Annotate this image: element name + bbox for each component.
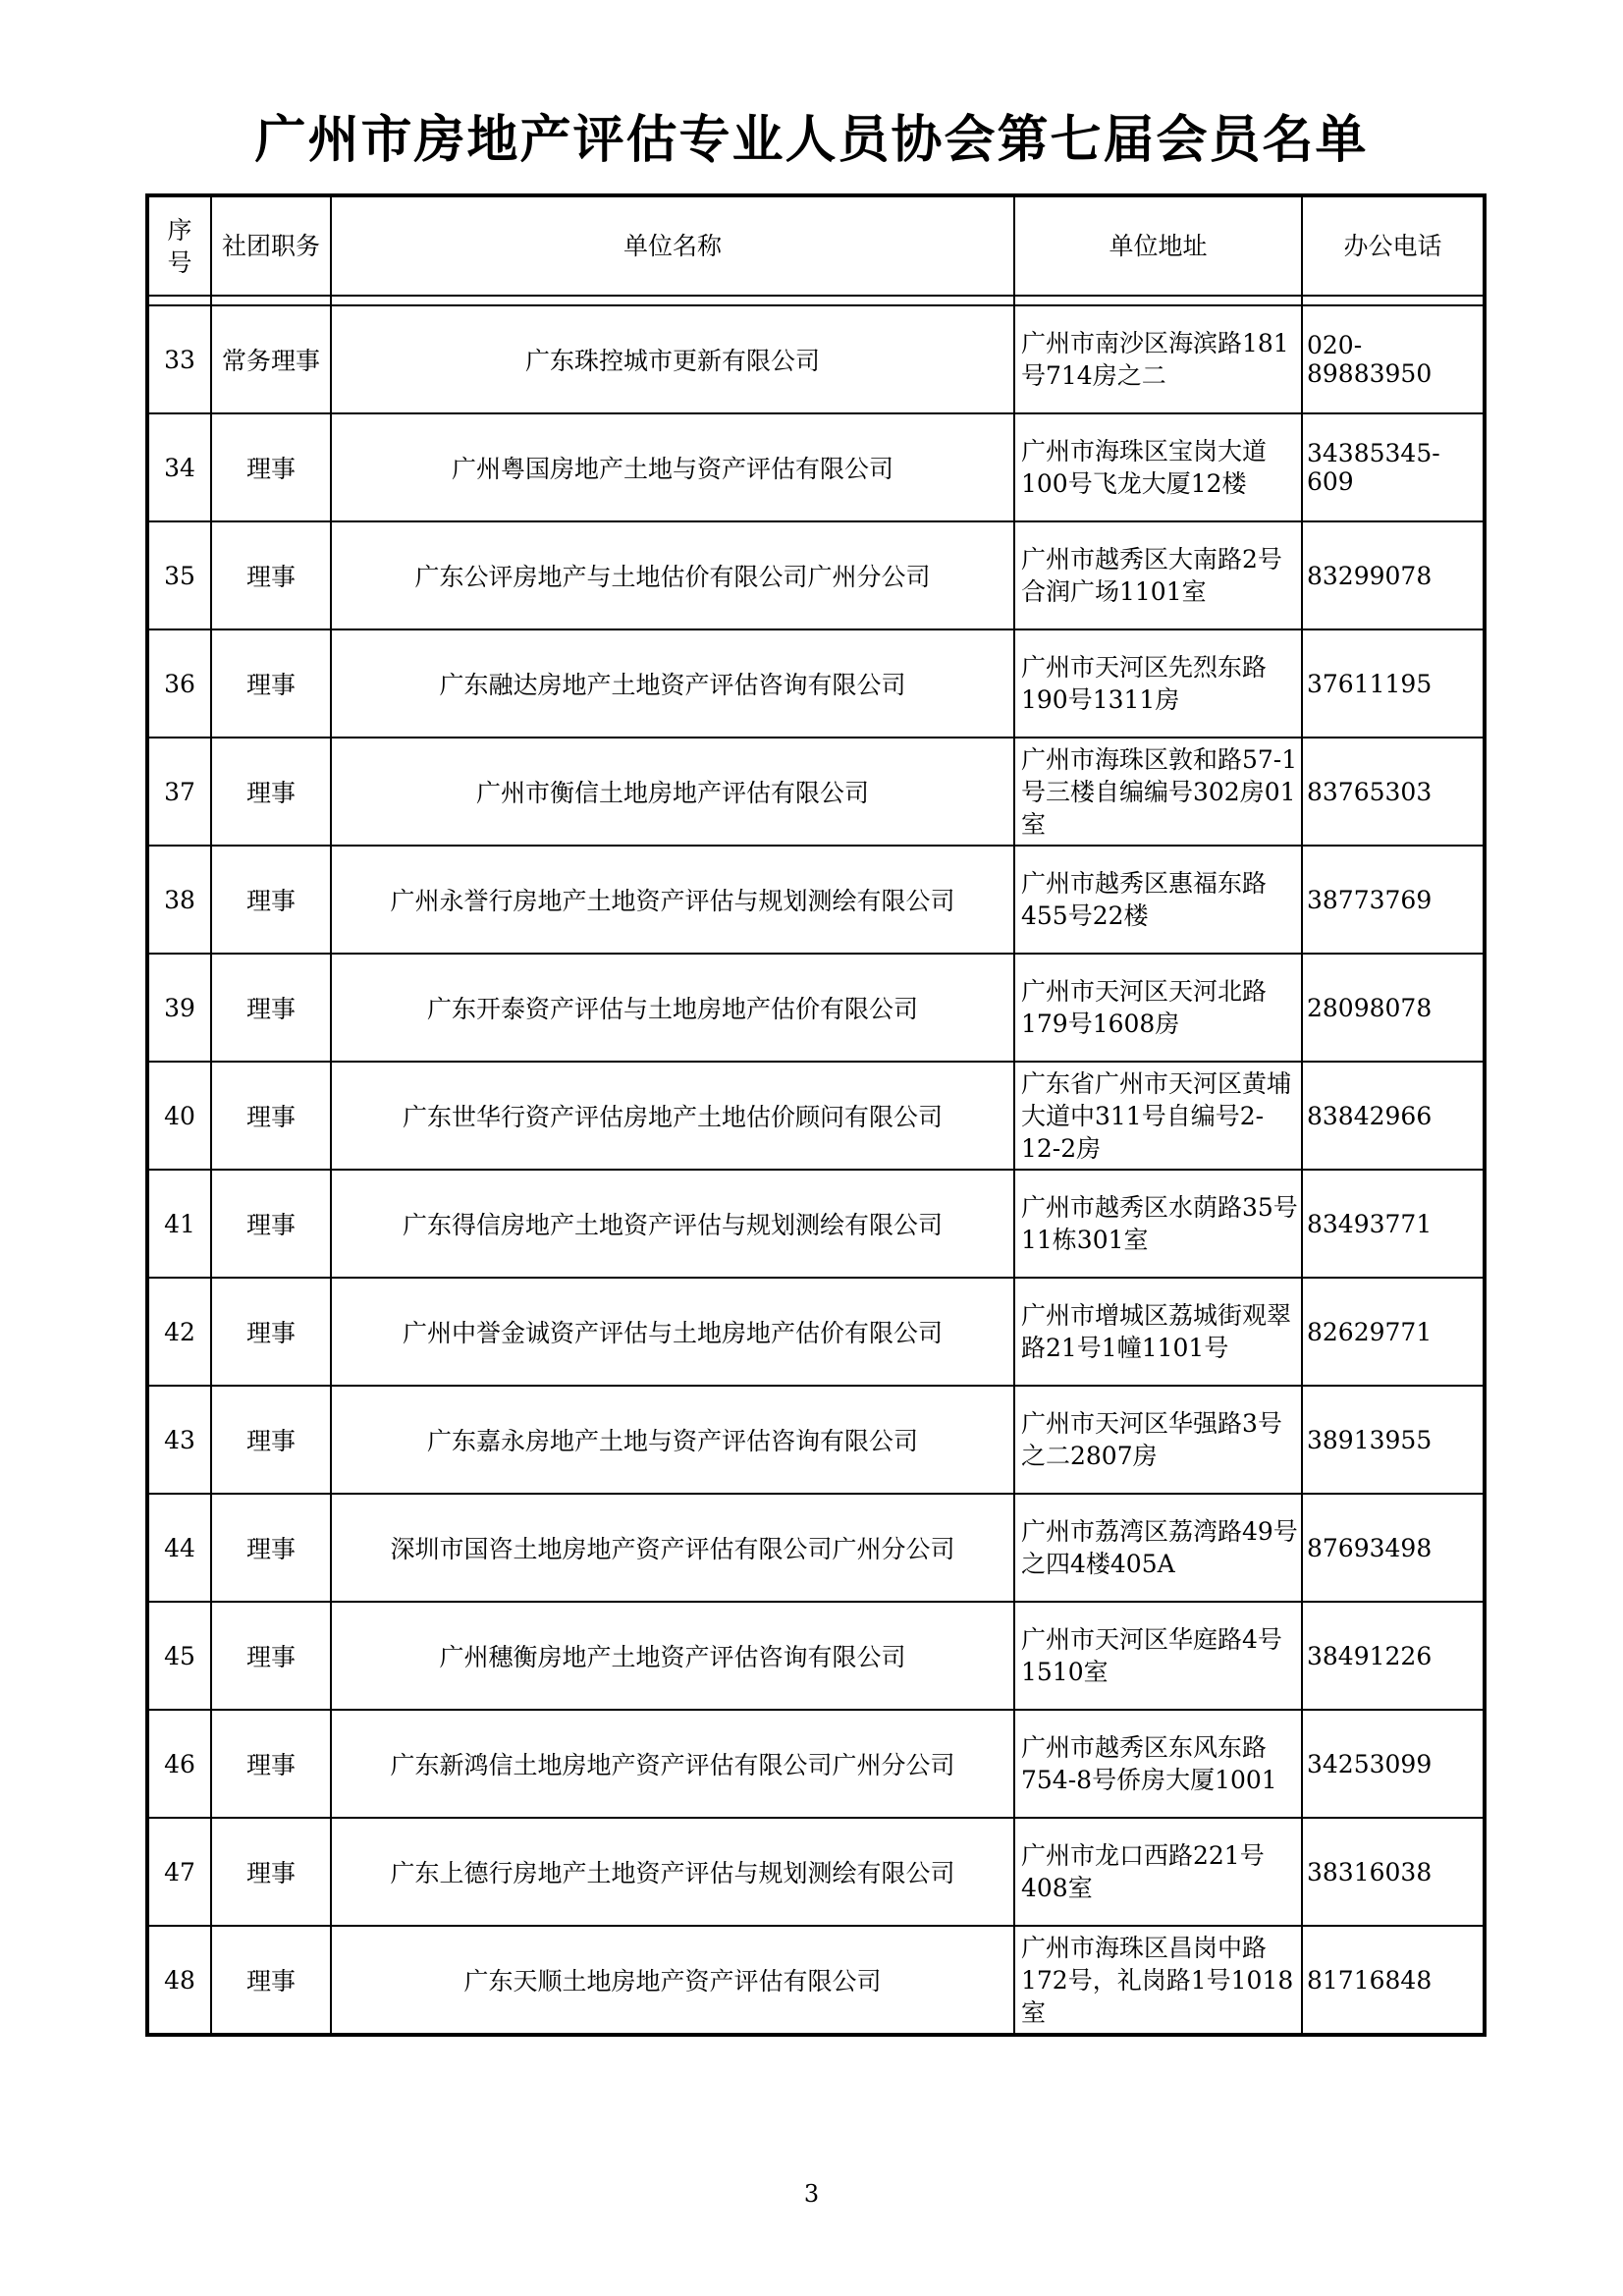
cell-no: 47 xyxy=(147,1818,211,1926)
cell-no: 38 xyxy=(147,846,211,954)
cell-no: 48 xyxy=(147,1926,211,2035)
cell-company-name: 广东珠控城市更新有限公司 xyxy=(331,305,1014,413)
header-address: 单位地址 xyxy=(1014,195,1302,296)
cell-company-name: 广东开泰资产评估与土地房地产估价有限公司 xyxy=(331,954,1014,1062)
cell-phone: 38316038 xyxy=(1302,1818,1485,1926)
cell-company-name: 广东嘉永房地产土地与资产评估咨询有限公司 xyxy=(331,1386,1014,1494)
cell-no: 36 xyxy=(147,629,211,738)
cell-phone: 34385345-609 xyxy=(1302,413,1485,521)
cell-phone: 38491226 xyxy=(1302,1602,1485,1710)
header-phone: 办公电话 xyxy=(1302,195,1485,296)
table-row xyxy=(147,1278,1485,1386)
cell-no: 42 xyxy=(147,1278,211,1386)
table-row xyxy=(147,1170,1485,1278)
cell-company-name: 广东得信房地产土地资产评估与规划测绘有限公司 xyxy=(331,1170,1014,1278)
cell-address: 广州市增城区荔城街观翠路21号1幢1101号 xyxy=(1014,1278,1302,1386)
cell-no: 41 xyxy=(147,1170,211,1278)
page-number: 3 xyxy=(803,2180,820,2208)
cell-address: 广州市越秀区东风东路754-8号侨房大厦1001 xyxy=(1014,1710,1302,1818)
cell-role: 理事 xyxy=(211,1278,331,1386)
table-row xyxy=(147,1386,1485,1494)
header-gap-row xyxy=(147,296,1485,305)
cell-role: 理事 xyxy=(211,954,331,1062)
table-row xyxy=(147,1602,1485,1710)
table-row xyxy=(147,413,1485,521)
cell-address: 广东省广州市天河区黄埔大道中311号自编号2-12-2房 xyxy=(1014,1062,1302,1170)
cell-no: 35 xyxy=(147,521,211,629)
table-row xyxy=(147,1926,1485,2035)
cell-role: 理事 xyxy=(211,1926,331,2035)
cell-address: 广州市天河区天河北路179号1608房 xyxy=(1014,954,1302,1062)
cell-company-name: 广东天顺土地房地产资产评估有限公司 xyxy=(331,1926,1014,2035)
cell-role: 理事 xyxy=(211,1386,331,1494)
cell-role: 常务理事 xyxy=(211,305,331,413)
cell-phone: 38773769 xyxy=(1302,846,1485,954)
cell-role: 理事 xyxy=(211,738,331,846)
cell-company-name: 广东公评房地产与土地估价有限公司广州分公司 xyxy=(331,521,1014,629)
header-name: 单位名称 xyxy=(331,195,1014,296)
cell-company-name: 广东世华行资产评估房地产土地估价顾问有限公司 xyxy=(331,1062,1014,1170)
cell-no: 45 xyxy=(147,1602,211,1710)
cell-role: 理事 xyxy=(211,1494,331,1602)
cell-company-name: 广州市衡信土地房地产评估有限公司 xyxy=(331,738,1014,846)
cell-company-name: 深圳市国咨土地房地产资产评估有限公司广州分公司 xyxy=(331,1494,1014,1602)
cell-no: 46 xyxy=(147,1710,211,1818)
cell-phone: 83765303 xyxy=(1302,738,1485,846)
cell-address: 广州市荔湾区荔湾路49号之四4楼405A xyxy=(1014,1494,1302,1602)
cell-role: 理事 xyxy=(211,521,331,629)
table-row xyxy=(147,305,1485,413)
cell-address: 广州市越秀区惠福东路455号22楼 xyxy=(1014,846,1302,954)
table-header-row xyxy=(147,195,1485,296)
cell-phone: 34253099 xyxy=(1302,1710,1485,1818)
cell-role: 理事 xyxy=(211,413,331,521)
cell-role: 理事 xyxy=(211,846,331,954)
cell-address: 广州市天河区华强路3号之二2807房 xyxy=(1014,1386,1302,1494)
cell-phone: 87693498 xyxy=(1302,1494,1485,1602)
cell-phone: 83842966 xyxy=(1302,1062,1485,1170)
cell-address: 广州市越秀区大南路2号合润广场1101室 xyxy=(1014,521,1302,629)
cell-address: 广州市天河区先烈东路190号1311房 xyxy=(1014,629,1302,738)
cell-phone: 38913955 xyxy=(1302,1386,1485,1494)
table-row xyxy=(147,738,1485,846)
cell-company-name: 广州粤国房地产土地与资产评估有限公司 xyxy=(331,413,1014,521)
cell-role: 理事 xyxy=(211,1602,331,1710)
cell-no: 40 xyxy=(147,1062,211,1170)
cell-no: 37 xyxy=(147,738,211,846)
cell-phone: 37611195 xyxy=(1302,629,1485,738)
table-row xyxy=(147,1062,1485,1170)
cell-no: 44 xyxy=(147,1494,211,1602)
table-row xyxy=(147,954,1485,1062)
table-row xyxy=(147,846,1485,954)
cell-address: 广州市天河区华庭路4号1510室 xyxy=(1014,1602,1302,1710)
table-row xyxy=(147,1494,1485,1602)
cell-address: 广州市海珠区敦和路57-1号三楼自编编号302房01室 xyxy=(1014,738,1302,846)
cell-company-name: 广州穗衡房地产土地资产评估咨询有限公司 xyxy=(331,1602,1014,1710)
cell-address: 广州市海珠区宝岗大道100号飞龙大厦12楼 xyxy=(1014,413,1302,521)
table-row xyxy=(147,1818,1485,1926)
cell-address: 广州市越秀区水荫路35号11栋301室 xyxy=(1014,1170,1302,1278)
cell-phone: 020-89883950 xyxy=(1302,305,1485,413)
cell-no: 34 xyxy=(147,413,211,521)
cell-company-name: 广东新鸿信土地房地产资产评估有限公司广州分公司 xyxy=(331,1710,1014,1818)
cell-company-name: 广州中誉金诚资产评估与土地房地产估价有限公司 xyxy=(331,1278,1014,1386)
cell-role: 理事 xyxy=(211,1710,331,1818)
header-no-label: 序号 xyxy=(167,215,192,277)
header-role: 社团职务 xyxy=(211,195,331,296)
table-row xyxy=(147,629,1485,738)
cell-address: 广州市南沙区海滨路181号714房之二 xyxy=(1014,305,1302,413)
cell-no: 43 xyxy=(147,1386,211,1494)
member-table xyxy=(145,193,1487,2037)
cell-role: 理事 xyxy=(211,1062,331,1170)
cell-no: 39 xyxy=(147,954,211,1062)
cell-phone: 28098078 xyxy=(1302,954,1485,1062)
cell-no: 33 xyxy=(147,305,211,413)
cell-address: 广州市海珠区昌岗中路172号，礼岗路1号1018室 xyxy=(1014,1926,1302,2035)
cell-role: 理事 xyxy=(211,1170,331,1278)
cell-phone: 81716848 xyxy=(1302,1926,1485,2035)
header-no xyxy=(147,195,211,296)
cell-company-name: 广东上德行房地产土地资产评估与规划测绘有限公司 xyxy=(331,1818,1014,1926)
cell-company-name: 广东融达房地产土地资产评估咨询有限公司 xyxy=(331,629,1014,738)
cell-phone: 83299078 xyxy=(1302,521,1485,629)
cell-address: 广州市龙口西路221号408室 xyxy=(1014,1818,1302,1926)
table-row xyxy=(147,1710,1485,1818)
cell-phone: 82629771 xyxy=(1302,1278,1485,1386)
cell-role: 理事 xyxy=(211,1818,331,1926)
cell-role: 理事 xyxy=(211,629,331,738)
cell-company-name: 广州永誉行房地产土地资产评估与规划测绘有限公司 xyxy=(331,846,1014,954)
table-row xyxy=(147,521,1485,629)
page-title: 广州市房地产评估专业人员协会第七届会员名单 xyxy=(254,111,1369,170)
cell-phone: 83493771 xyxy=(1302,1170,1485,1278)
